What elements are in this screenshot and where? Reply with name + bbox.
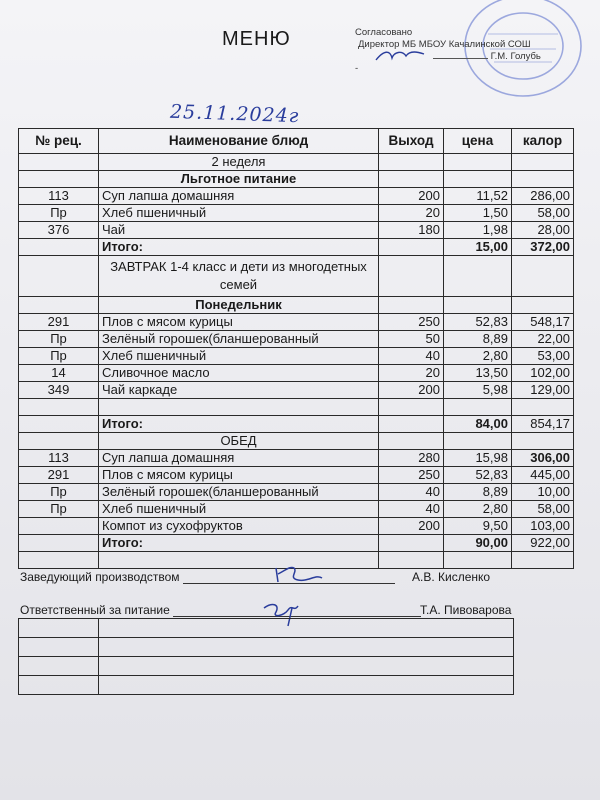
empty-cell [379, 433, 444, 450]
dish-name: Чай каркаде [99, 382, 379, 399]
dish-name: Суп лапша домашняя [99, 450, 379, 467]
table-row [19, 518, 574, 535]
dish-name: Плов с мясом курицы [99, 314, 379, 331]
portion-size: 20 [379, 205, 444, 222]
empty-cell [512, 399, 574, 416]
portion-size: 20 [379, 365, 444, 382]
production-signature [268, 562, 328, 586]
column-header: Наименование блюд [99, 129, 379, 154]
calories: 548,17 [512, 314, 574, 331]
portion-size: 200 [379, 188, 444, 205]
total-price: 84,00 [444, 416, 512, 433]
heading-row [19, 171, 574, 188]
empty-cell [444, 154, 512, 171]
column-header: калор [512, 129, 574, 154]
empty-cell [379, 171, 444, 188]
empty-cell [99, 399, 379, 416]
calories: 286,00 [512, 188, 574, 205]
table-header-row [19, 129, 574, 154]
recipe-number: 349 [19, 382, 99, 399]
empty-cell [19, 239, 99, 256]
portion-size: 50 [379, 331, 444, 348]
calories: 103,00 [512, 518, 574, 535]
recipe-number: 376 [19, 222, 99, 239]
recipe-number: Пр [19, 501, 99, 518]
empty-cell [444, 297, 512, 314]
approval-signature-line [433, 58, 488, 59]
total-label: Итого: [99, 416, 379, 433]
column-header: № рец. [19, 129, 99, 154]
price: 52,83 [444, 314, 512, 331]
price: 9,50 [444, 518, 512, 535]
empty-cell [444, 433, 512, 450]
price: 1,50 [444, 205, 512, 222]
approval-dash: - [355, 63, 359, 74]
empty-cell [19, 535, 99, 552]
calories: 445,00 [512, 467, 574, 484]
row-heading: 2 неделя [99, 154, 379, 171]
table-row [19, 484, 574, 501]
empty-cell [444, 256, 512, 297]
production-name: А.В. Кисленко [412, 570, 491, 584]
empty-cell [512, 154, 574, 171]
table-row [19, 314, 574, 331]
recipe-number [19, 518, 99, 535]
table-row [19, 467, 574, 484]
approval-signature [372, 46, 432, 66]
empty-cell [512, 552, 574, 569]
blank-row [19, 399, 574, 416]
total-row [19, 535, 574, 552]
dish-name: Хлеб пшеничный [99, 501, 379, 518]
total-calories: 922,00 [512, 535, 574, 552]
empty-cell [379, 154, 444, 171]
price: 2,80 [444, 501, 512, 518]
recipe-number: Пр [19, 205, 99, 222]
calories: 58,00 [512, 205, 574, 222]
portion-size: 40 [379, 484, 444, 501]
menu-table [18, 128, 574, 569]
recipe-number: 291 [19, 467, 99, 484]
price: 8,89 [444, 331, 512, 348]
empty-cell [19, 171, 99, 188]
row-heading: Понедельник [99, 297, 379, 314]
calories: 28,00 [512, 222, 574, 239]
price: 8,89 [444, 484, 512, 501]
empty-grid [18, 618, 514, 695]
production-label: Заведующий производством [20, 570, 180, 584]
portion-size: 200 [379, 382, 444, 399]
total-price: 15,00 [444, 239, 512, 256]
empty-cell [379, 535, 444, 552]
dish-name: Суп лапша домашняя [99, 188, 379, 205]
empty-cell [444, 399, 512, 416]
empty-cell [379, 256, 444, 297]
calories: 129,00 [512, 382, 574, 399]
price: 15,98 [444, 450, 512, 467]
table-row [19, 205, 574, 222]
recipe-number: 113 [19, 450, 99, 467]
empty-cell [512, 171, 574, 188]
portion-size: 40 [379, 348, 444, 365]
heading-row [19, 297, 574, 314]
recipe-number: 291 [19, 314, 99, 331]
total-row [19, 416, 574, 433]
empty-cell [512, 297, 574, 314]
table-row [19, 365, 574, 382]
empty-cell [444, 171, 512, 188]
empty-cell [19, 297, 99, 314]
total-calories: 854,17 [512, 416, 574, 433]
heading-row [19, 154, 574, 171]
approval-position: Директор МБ МБОУ Качалинской СОШ [358, 39, 531, 50]
section-row [19, 256, 574, 297]
portion-size: 250 [379, 467, 444, 484]
approval-title: Согласовано [355, 27, 413, 38]
portion-size: 280 [379, 450, 444, 467]
recipe-number: Пр [19, 348, 99, 365]
calories: 306,00 [512, 450, 574, 467]
dish-name: Плов с мясом курицы [99, 467, 379, 484]
empty-cell [19, 154, 99, 171]
dish-name: Хлеб пшеничный [99, 348, 379, 365]
recipe-number: Пр [19, 484, 99, 501]
row-heading: ОБЕД [99, 433, 379, 450]
column-header: цена [444, 129, 512, 154]
empty-cell [379, 239, 444, 256]
approval-name: Г.М. Голубь [490, 51, 541, 62]
dish-name: Зелёный горошек(бланшерованный [99, 331, 379, 348]
price: 13,50 [444, 365, 512, 382]
total-price: 90,00 [444, 535, 512, 552]
column-header: Выход [379, 129, 444, 154]
dish-name: Зелёный горошек(бланшерованный [99, 484, 379, 501]
empty-cell [379, 552, 444, 569]
empty-cell [19, 416, 99, 433]
total-calories: 372,00 [512, 239, 574, 256]
table-row [19, 450, 574, 467]
empty-cell [99, 552, 379, 569]
recipe-number: 113 [19, 188, 99, 205]
dish-name: Сливочное масло [99, 365, 379, 382]
total-row [19, 239, 574, 256]
price: 5,98 [444, 382, 512, 399]
empty-cell [19, 433, 99, 450]
price: 1,98 [444, 222, 512, 239]
empty-cell [444, 552, 512, 569]
dish-name: Чай [99, 222, 379, 239]
price: 52,83 [444, 467, 512, 484]
calories: 10,00 [512, 484, 574, 501]
nutrition-name: Т.А. Пивоварова [420, 603, 512, 617]
dish-name: Хлеб пшеничный [99, 205, 379, 222]
table-row [19, 331, 574, 348]
handwritten-date: 25.11.2024г [169, 100, 300, 128]
empty-cell [512, 256, 574, 297]
empty-cell [379, 297, 444, 314]
calories: 22,00 [512, 331, 574, 348]
total-label: Итого: [99, 535, 379, 552]
heading-row [19, 433, 574, 450]
section-title: ЗАВТРАК 1-4 класс и дети из многодетных семей [99, 256, 379, 297]
table-row [19, 188, 574, 205]
empty-cell [19, 256, 99, 297]
portion-size: 250 [379, 314, 444, 331]
row-heading: Льготное питание [99, 171, 379, 188]
recipe-number: Пр [19, 331, 99, 348]
empty-cell [379, 399, 444, 416]
recipe-number: 14 [19, 365, 99, 382]
empty-cell [19, 399, 99, 416]
total-label: Итого: [99, 239, 379, 256]
calories: 58,00 [512, 501, 574, 518]
dish-name: Компот из сухофруктов [99, 518, 379, 535]
portion-size: 180 [379, 222, 444, 239]
table-row [19, 348, 574, 365]
calories: 53,00 [512, 348, 574, 365]
document-title: МЕНЮ [222, 28, 291, 50]
empty-cell [379, 416, 444, 433]
portion-size: 40 [379, 501, 444, 518]
empty-cell [512, 433, 574, 450]
price: 2,80 [444, 348, 512, 365]
calories: 102,00 [512, 365, 574, 382]
table-row [19, 382, 574, 399]
nutrition-label: Ответственный за питание [20, 603, 170, 617]
table-row [19, 501, 574, 518]
table-row [19, 222, 574, 239]
price: 11,52 [444, 188, 512, 205]
empty-cell [19, 552, 99, 569]
portion-size: 200 [379, 518, 444, 535]
